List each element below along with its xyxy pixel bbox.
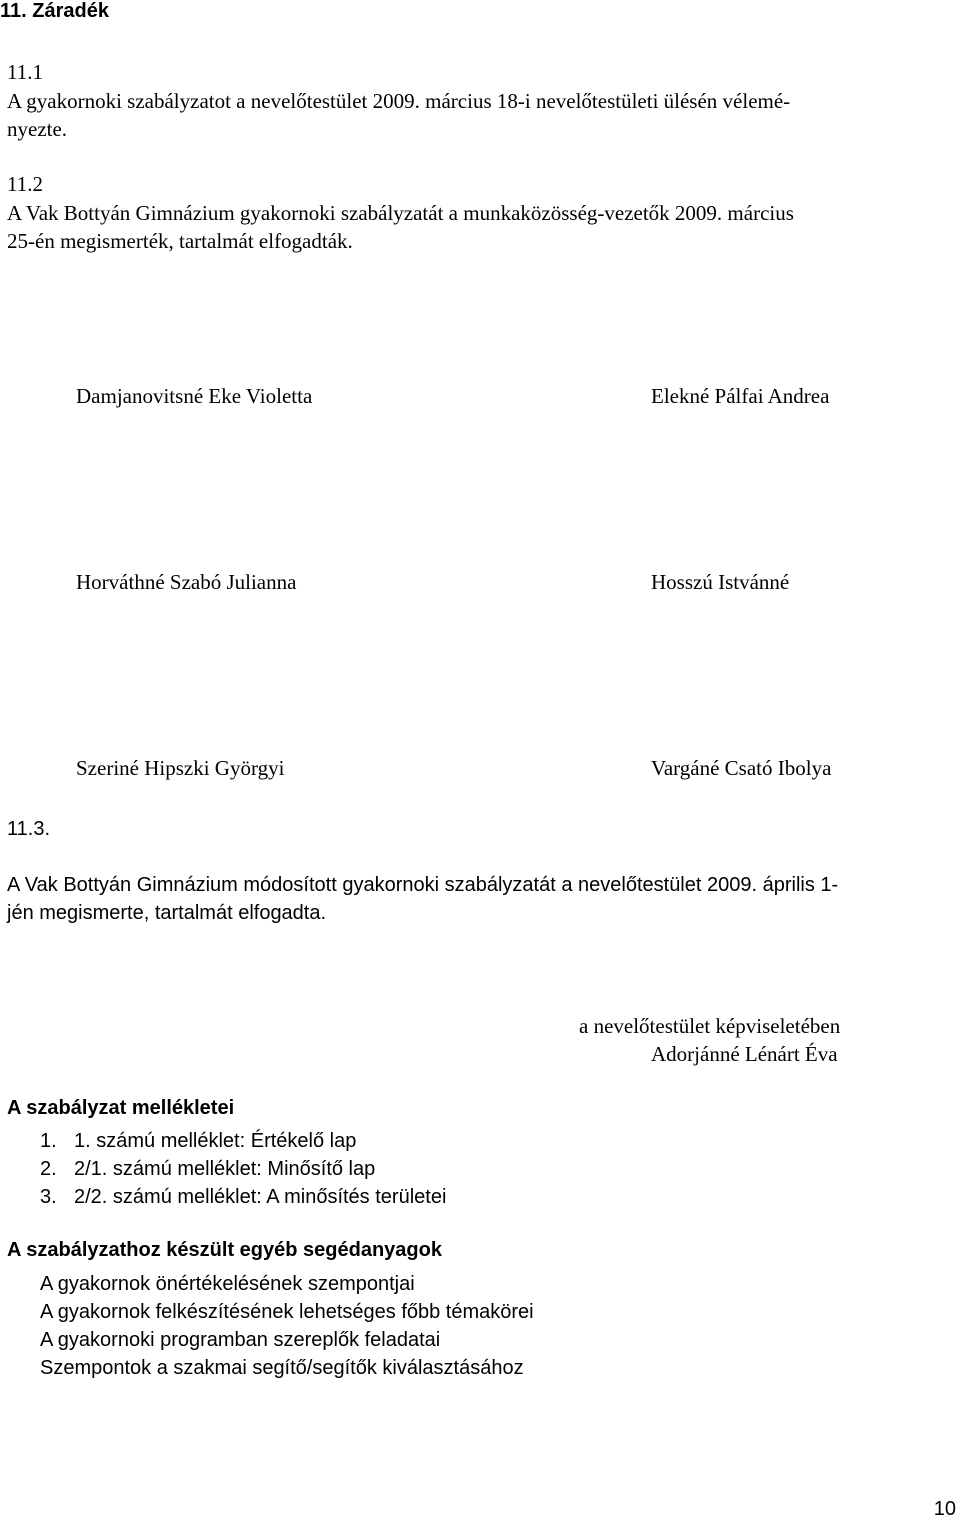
paragraph-number-11-1: 11.1 [7,60,43,84]
annexes-heading: A szabályzat mellékletei [7,1097,235,1119]
list-item: A gyakornoki programban szereplők feladatai [40,1329,441,1351]
list-item: A gyakornok felkészítésének lehetséges főbb témakörei [40,1301,534,1323]
page-number: 10 [933,1498,956,1520]
list-item [40,1155,446,1183]
list-item-number: 1. [40,1130,57,1152]
annexes-list [40,1127,446,1211]
list-item-number: 3. [40,1186,57,1208]
list-item-text: 2/2. számú melléklet: A minősítés területei [74,1186,447,1208]
paragraph-11-1-line2: nyezte. [7,117,68,141]
representative-name: Adorjánné Lénárt Éva [651,1042,838,1066]
signature-left-2: Horváthné Szabó Julianna [76,570,297,594]
paragraph-11-2-line2: 25-én megismerték, tartalmát elfogadták. [7,229,353,253]
signature-left-1: Damjanovitsné Eke Violetta [76,384,313,408]
list-item-text: 1. számú melléklet: Értékelő lap [74,1130,357,1152]
paragraph-number-11-2: 11.2 [7,172,43,196]
list-item-text: 2/1. számú melléklet: Minősítő lap [74,1158,376,1180]
list-item-number: 2. [40,1158,57,1180]
list-item: Szempontok a szakmai segítő/segítők kiválasztásához [40,1357,524,1379]
signature-right-2: Hosszú Istvánné [651,570,790,594]
signature-right-3: Vargáné Csató Ibolya [651,756,832,780]
materials-heading: A szabályzathoz készült egyéb segédanyagok [7,1239,442,1261]
paragraph-11-3-line2: jén megismerte, tartalmát elfogadta. [7,902,327,924]
representative-line1: a nevelőtestület képviseletében [579,1014,841,1038]
paragraph-number-11-3: 11.3. [7,818,50,840]
paragraph-11-1-line1: A gyakornoki szabályzatot a nevelőtestület 2009. március 18-i nevelőtestületi ülésén vélemé- [7,89,791,113]
materials-list [40,1270,534,1382]
list-item [40,1127,446,1155]
signature-left-3: Szeriné Hipszki Györgyi [76,756,285,780]
list-item [40,1183,446,1211]
paragraph-11-3-line1: A Vak Bottyán Gimnázium módosított gyakornoki szabályzatát a nevelőtestület 2009. április 1- [7,874,839,896]
section-title: 11. Záradék [0,0,109,22]
signature-right-1: Elekné Pálfai Andrea [651,384,830,408]
paragraph-11-2-line1: A Vak Bottyán Gimnázium gyakornoki szabályzatát a munkaközösség-vezetők 2009. március [7,201,794,225]
list-item: A gyakornok önértékelésének szempontjai [40,1273,415,1295]
